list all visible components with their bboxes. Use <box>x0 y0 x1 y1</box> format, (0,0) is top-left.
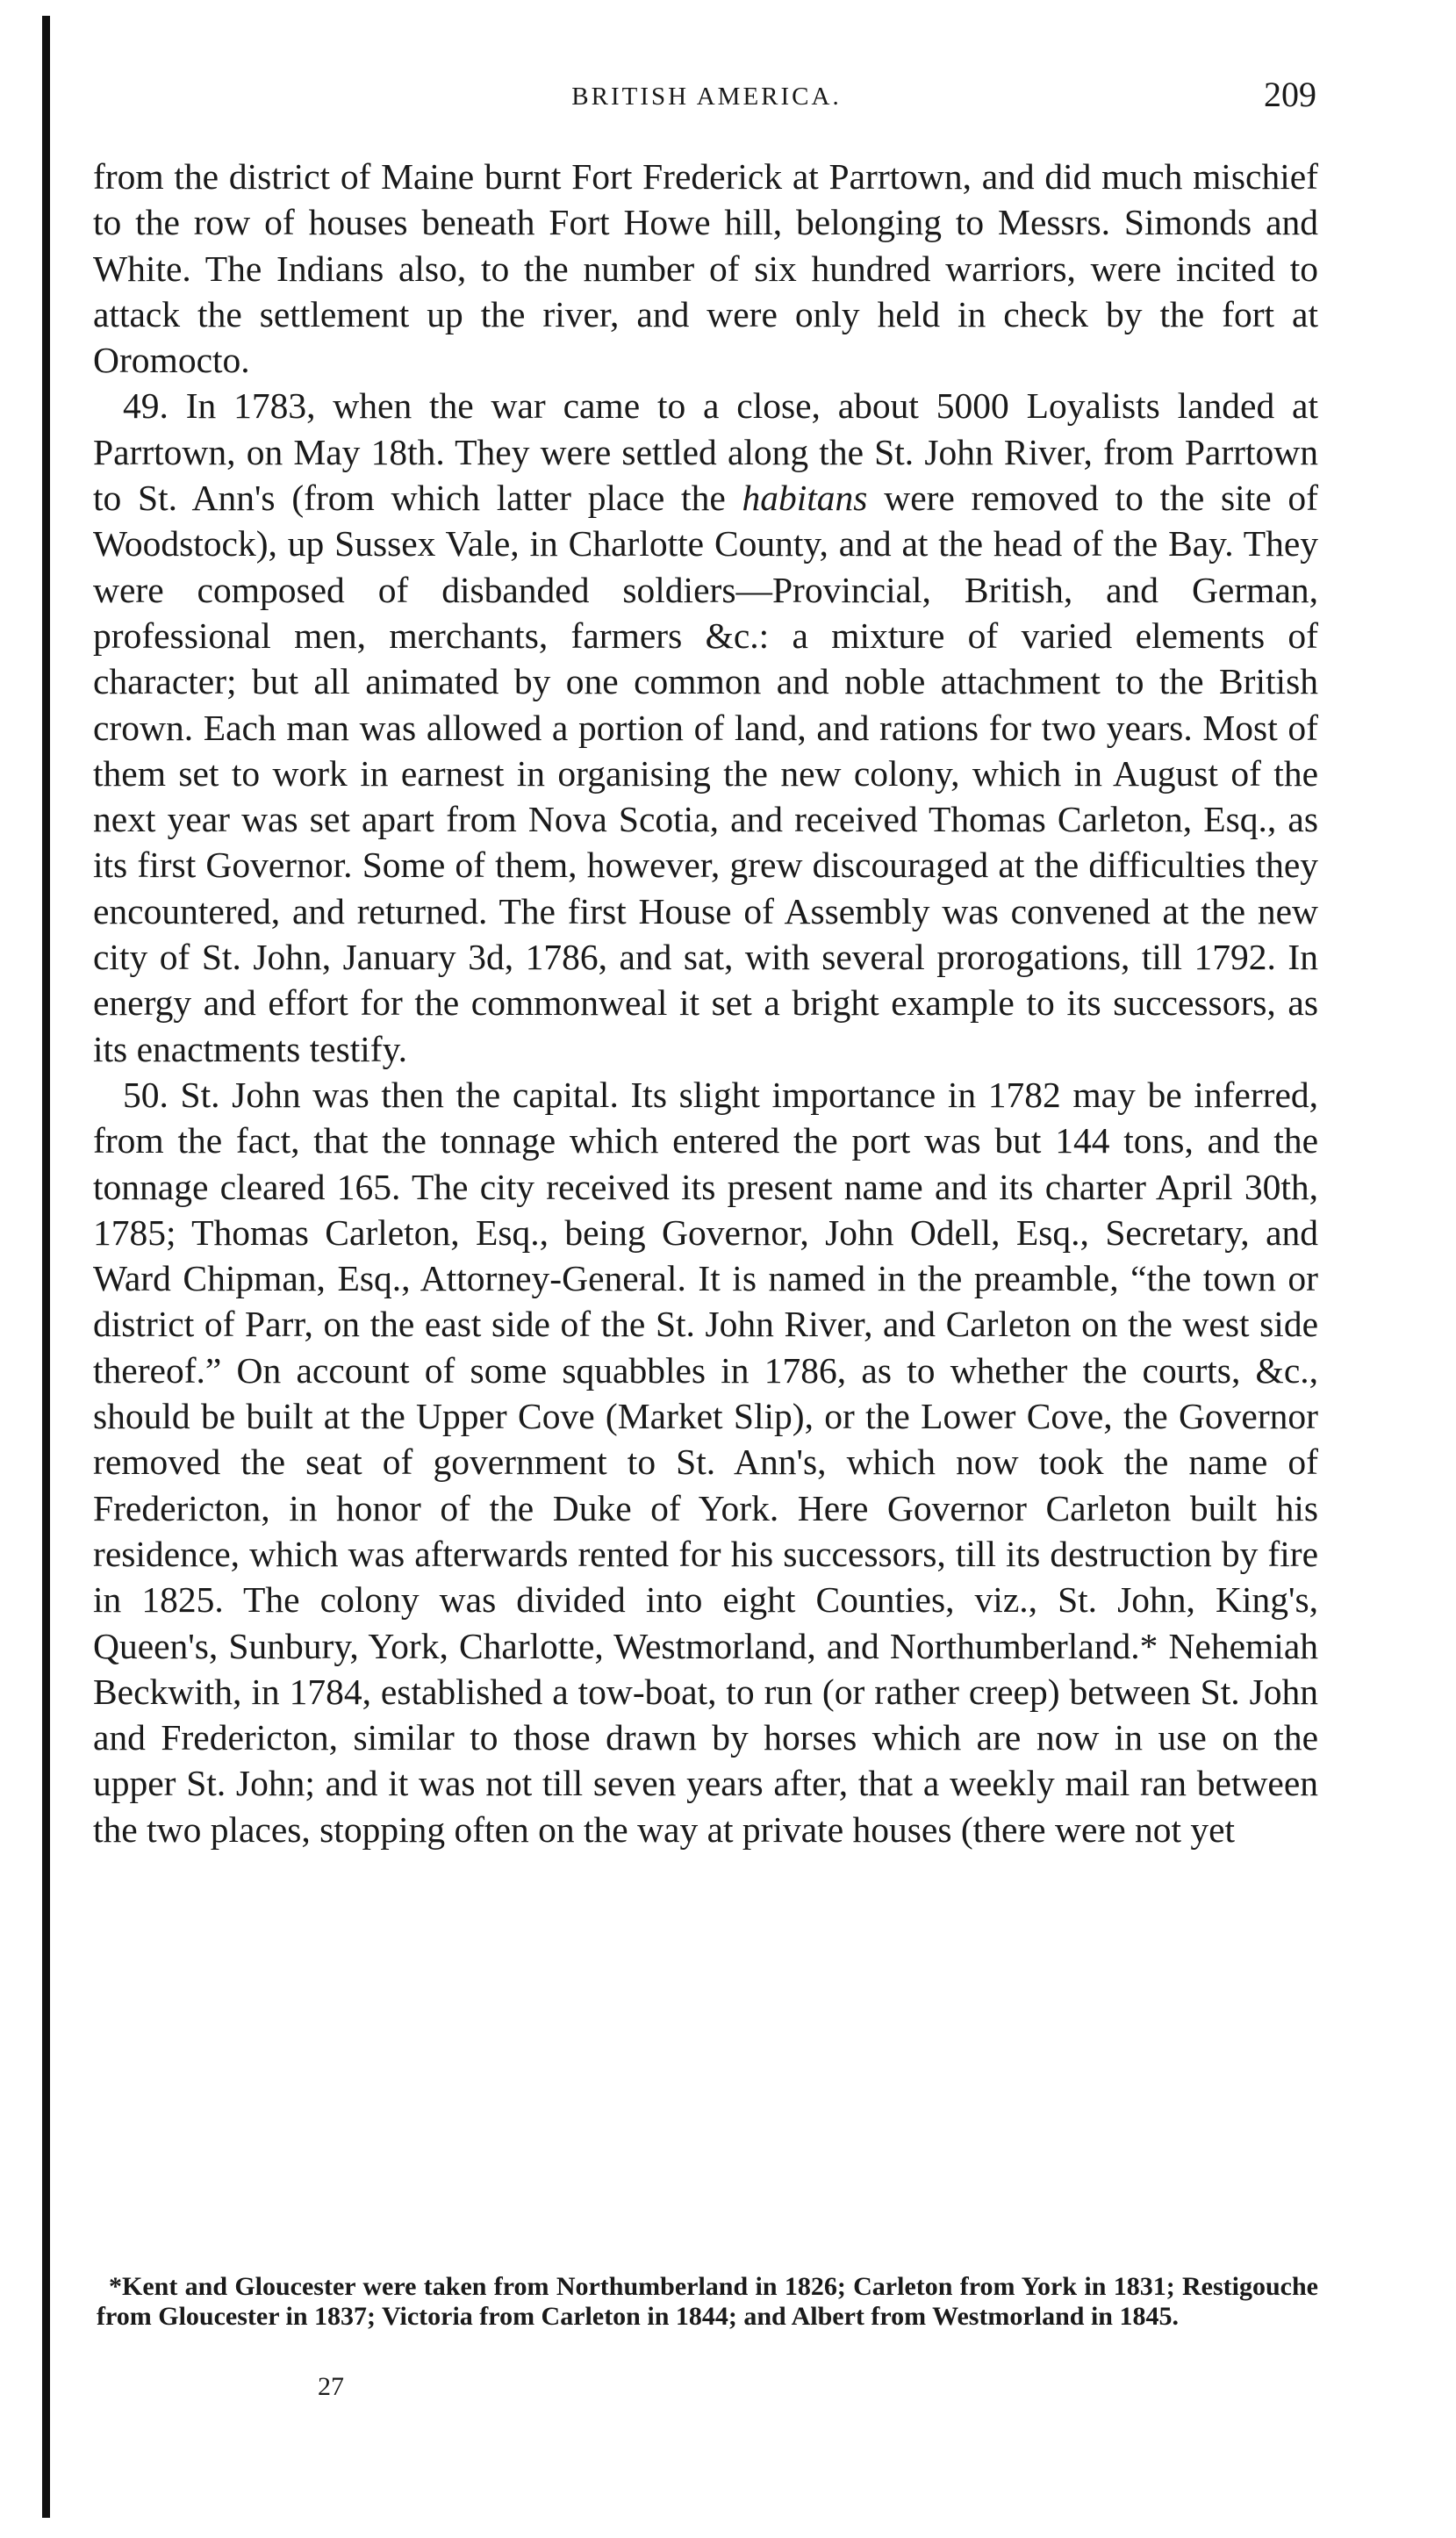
paragraph-text: St. John was then the capital. Its slight importance in 1782 may be inferred, from the fact, that the tonnage which entered the port was but 144 tons, and the tonnage cleared 165. The city received its present name and its charter April 30th, 1785; Thomas Carleton, Esq., being Governor, John Odell, Esq., Secretary, and Ward Chipman, Esq., Attorney-General. It is named in the preamble, “the town or district of Parr, on the east side of the St. John River, and Carleton on the west side thereof.” On account of some squabbles in 1786, as to whether the courts, &c., should be built at the Upper Cove (Market Slip), or the Lower Cove, the Governor removed the seat of government to St. Ann's, which now took the name of Fredericton, in honor of the Duke of York. Here Governor Carleton built his residence, which was afterwards rented for his successors, till its destruction by fire in 1825. The colony was divided into eight Counties, viz., St. John, King's, Queen's, Sunbury, York, Charlotte, Westmorland, and Northumberland.* Nehemiah Beckwith, in 1784, established a tow-boat, to run (or rather creep) between St. John and Fredericton, similar to those drawn by horses which are now in use on the upper St. John; and it was not till seven years after, that a weekly mail ran between the two places, stopping often on the way at private houses (there were not yet <box>93 1074 1319 1850</box>
body-text <box>93 154 1318 1852</box>
page-header <box>97 72 1316 125</box>
running-head: BRITISH AMERICA. <box>571 83 842 111</box>
paragraph-continued <box>93 154 1318 383</box>
paragraph-number: 50. <box>123 1074 169 1115</box>
page-number: 209 <box>1264 75 1316 114</box>
paragraph-text-end: were removed to the site of Woodstock), up Sussex Vale, in Charlotte County, and at the head of the Bay. They were composed of disbanded soldiers—Provincial, British, and German, professional men, merchants, farmers &c.: a mixture of varied elements of character; but all animated by one common and noble attachment to the British crown. Each man was allowed a portion of land, and rations for two years. Most of them set to work in earnest in organising the new colony, which in August of the next year was set apart from Nova Scotia, and received Thomas Carleton, Esq., as its first Governor. Some of them, however, grew discouraged at the difficulties they encountered, and returned. The first House of Assembly was convened at the new city of St. John, January 3d, 1786, and sat, with several prorogations, till 1792. In energy and effort for the commonweal it set a bright example to its successors, as its enactments testify. <box>93 478 1318 1069</box>
italic-term: habitans <box>742 478 868 519</box>
paragraph-50 <box>93 1072 1318 1852</box>
binding-rule <box>42 16 50 2518</box>
paragraph-49 <box>93 383 1318 1071</box>
paragraph-text: from the district of Maine burnt Fort Frederick at Parrtown, and did much mischief to the row of houses beneath Fort Howe hill, belonging to Messrs. Simonds and White. The Indians also, to the number of six hundred warriors, were incited to attack the settlement up the river, and were only held in check by the fort at Oromocto. <box>93 156 1318 381</box>
footnotes <box>97 2272 1318 2332</box>
signature-mark: 27 <box>318 2372 344 2401</box>
footnote: *Kent and Gloucester were taken from Northumberland in 1826; Carleton from York in 1831; Restigouche from Gloucester in 1837; Victoria from Carleton in 1844; and Albert from Westmorland in 1845. <box>97 2272 1318 2331</box>
paragraph-number: 49. <box>123 385 169 427</box>
paragraph-text-start: In 1783, when the war came to a close, about 5000 Loyalists landed at Parrtown, on May 18th. They were settled along the St. John River, from Parrtown to St. Ann's (from which latter place the <box>93 385 1318 519</box>
